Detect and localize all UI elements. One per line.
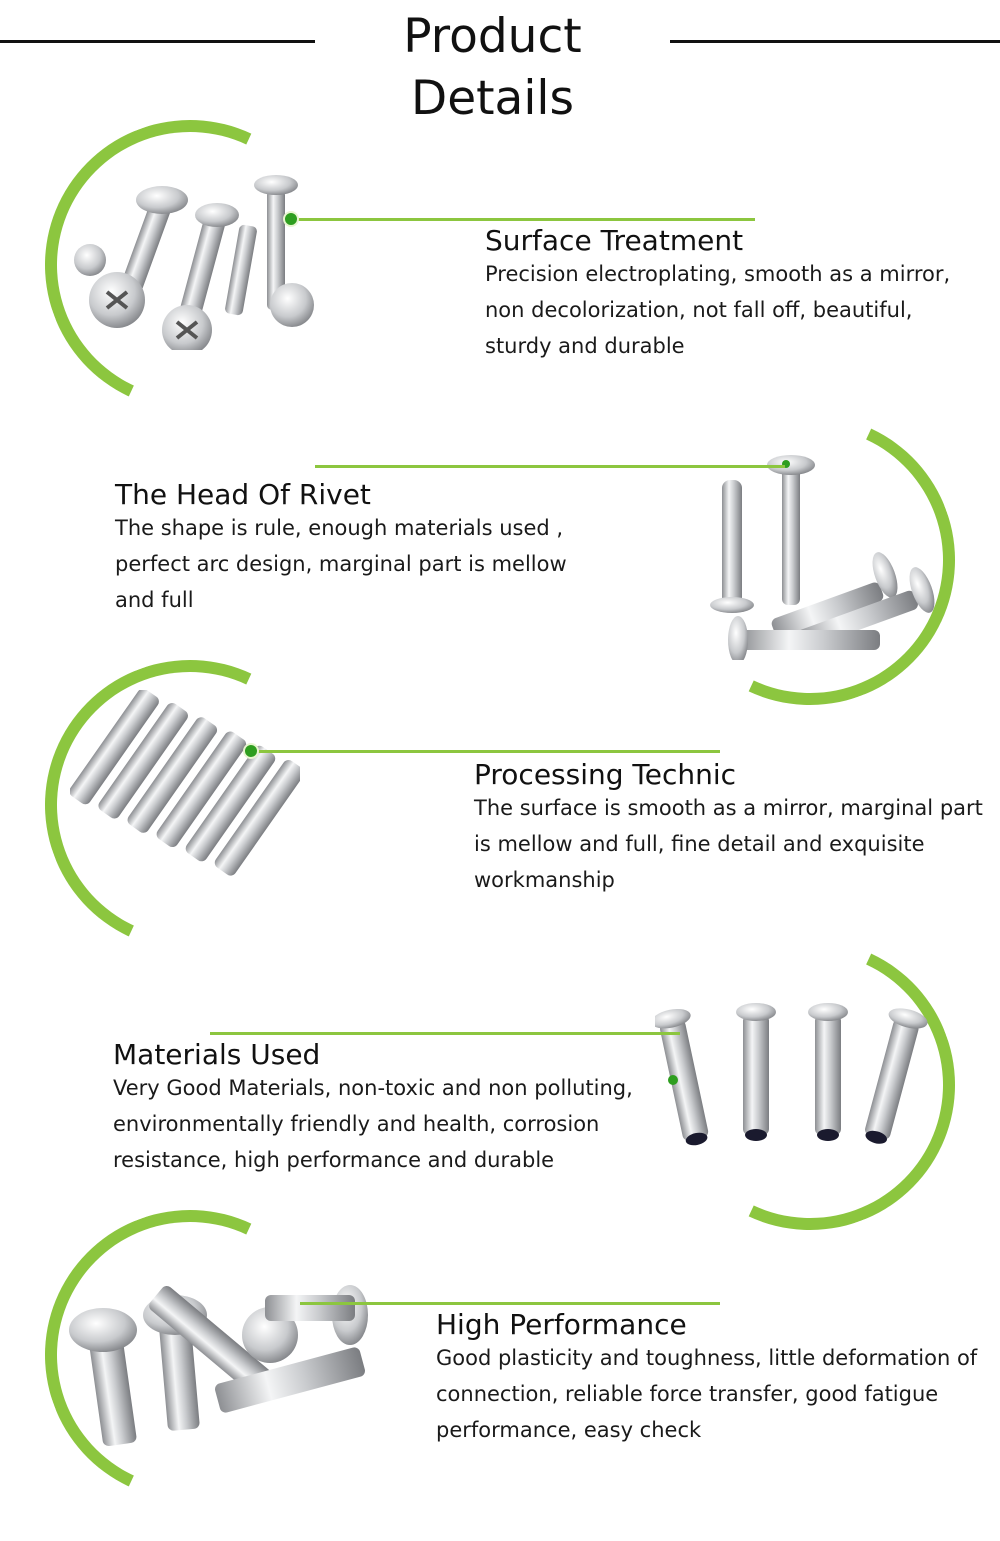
- feature-materials-used: [0, 940, 1000, 1230]
- feature-description: Good plasticity and toughness, little deformation of connection, reliable force transfer, good fatigue performance, easy check: [436, 1346, 978, 1442]
- assorted-chicago-screws-photo: [72, 170, 322, 350]
- feature-description: Very Good Materials, non-toxic and non polluting, environmentally friendly and health, corrosion resistance, high performance and durable: [113, 1076, 633, 1172]
- feature-title: Materials Used: [113, 1038, 321, 1071]
- page-header: [0, 0, 1000, 126]
- header-rule-right: [670, 40, 1000, 43]
- leader-line: [315, 465, 785, 468]
- feature-description: The shape is rule, enough materials used , perfect arc design, marginal part is mellow and full: [115, 516, 567, 612]
- feature-title: The Head Of Rivet: [115, 478, 371, 511]
- feature-title: Surface Treatment: [485, 224, 744, 257]
- leader-line: [300, 1302, 720, 1305]
- leader-line: [250, 750, 720, 753]
- page-title: Product Details: [403, 9, 582, 126]
- hollow-tube-rivets-photo: [655, 995, 945, 1165]
- feature-high-performance: [0, 1210, 1000, 1500]
- feature-title: High Performance: [436, 1308, 687, 1341]
- header-rule-left: [0, 40, 315, 43]
- flat-head-rivets-photo: [700, 450, 940, 660]
- feature-processing-technic: [0, 660, 1000, 950]
- feature-description: Precision electroplating, smooth as a mirror, non decolorization, not fall off, beautiful, sturdy and durable: [485, 262, 951, 358]
- leader-dot: [243, 743, 259, 759]
- leader-line: [290, 218, 755, 221]
- leader-dot: [283, 211, 299, 227]
- feature-description: The surface is smooth as a mirror, marginal part is mellow and full, fine detail and exquisite workmanship: [474, 796, 983, 892]
- feature-title: Processing Technic: [474, 758, 737, 791]
- feature-surface-treatment: [0, 120, 1000, 410]
- stepped-hollow-rivets-photo: [70, 690, 300, 890]
- knurled-round-head-rivets-photo: [65, 1255, 375, 1455]
- leader-line: [210, 1032, 680, 1035]
